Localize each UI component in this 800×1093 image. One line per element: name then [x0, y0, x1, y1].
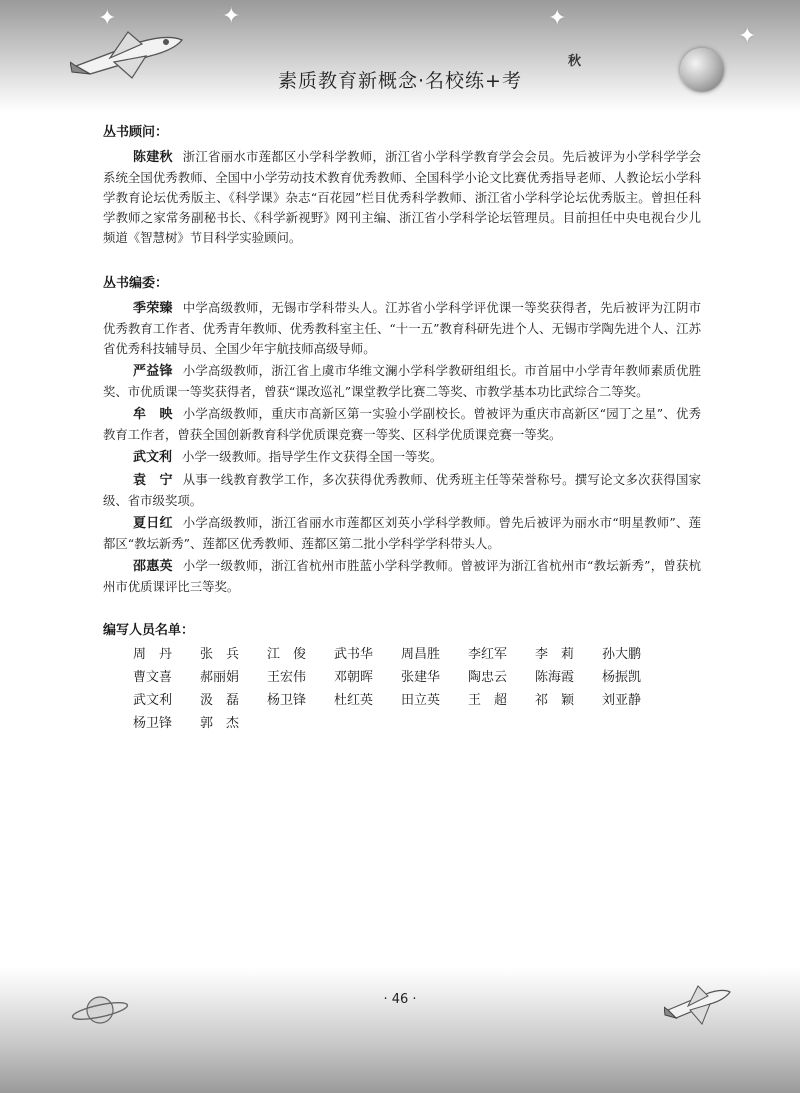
- staff-name: 刘亚静: [602, 693, 642, 708]
- staff-name: 陶忠云: [468, 670, 508, 685]
- section-title: 丛书编委：: [103, 276, 169, 291]
- staff-name: 祁 颖: [535, 693, 575, 708]
- footer-band: [0, 968, 800, 1093]
- header-band: [0, 0, 800, 112]
- staff-name: 邓朝晖: [334, 670, 374, 685]
- bio-entry: [103, 298, 701, 359]
- staff-name: 周昌胜: [401, 647, 441, 662]
- bio-text: 小学高级教师，浙江省丽水市莲都区刘英小学科学教师。曾先后被评为丽水市“明星教师”、莲都区“教坛新秀”、莲都区优秀教师、莲都区第二批小学科学学科带头人。: [103, 515, 701, 551]
- sparkle-icon: ✦: [548, 6, 567, 31]
- bio-text: 中学高级教师，无锡市学科带头人。江苏省小学科学评优课一等奖获得者，先后被评为江阴市优秀教育工作者、优秀青年教师、优秀教科室主任、“十一五”教育科研先进个人、无锡市学陶先进个人、江苏省优秀科技辅导员、全国少年宇航技师高级导师。: [103, 300, 701, 356]
- staff-section: [103, 621, 701, 734]
- bio-text: 小学高级教师，浙江省上虞市华维文澜小学科学教研组组长。市首届中小学青年教师素质优胜奖、市优质课一等奖获得者，曾获“课改巡礼”课堂教学比赛二等奖、市教学基本功比武综合二等奖。: [103, 363, 701, 399]
- person-name: 季荣臻: [133, 301, 173, 316]
- person-name: 武文利: [133, 450, 173, 465]
- season-label: 秋: [568, 54, 582, 69]
- person-name: 袁 宁: [133, 473, 173, 488]
- staff-name: 汲 磊: [200, 693, 240, 708]
- bio-entry: [103, 404, 701, 445]
- page-header-title: 素质教育新概念·名校练+考: [278, 70, 522, 92]
- staff-name: 江 俊: [267, 647, 307, 662]
- bio-entry: [103, 470, 701, 511]
- staff-name: 郭 杰: [200, 716, 240, 731]
- person-name: 夏日红: [133, 516, 173, 531]
- document-body: [103, 123, 701, 734]
- bio-text: 小学一级教师。指导学生作文获得全国一等奖。: [182, 449, 443, 464]
- sparkle-icon: ✦: [222, 4, 241, 29]
- bio-entry: [103, 447, 701, 468]
- page-number: · 46 ·: [383, 992, 417, 1007]
- person-name: 严益锋: [133, 364, 173, 379]
- section-title: 丛书顾问：: [103, 125, 169, 140]
- staff-name: 武书华: [334, 647, 374, 662]
- staff-name-list: [133, 645, 701, 734]
- staff-name: 田立英: [401, 693, 441, 708]
- staff-name: 杨振凯: [602, 670, 642, 685]
- sparkle-icon: ✦: [98, 6, 117, 31]
- section-title: 编写人员名单：: [103, 623, 195, 638]
- bio-text: 小学高级教师，重庆市高新区第一实验小学副校长。曾被评为重庆市高新区“园丁之星”、优秀教育工作者，曾获全国创新教育科学优质课竞赛一等奖、区科学优质课竞赛一等奖。: [103, 406, 701, 442]
- staff-name: 曹文喜: [133, 670, 173, 685]
- person-name: 牟 映: [133, 407, 173, 422]
- bio-entry: [103, 361, 701, 402]
- staff-name: 张 兵: [200, 647, 240, 662]
- staff-name: 武文利: [133, 693, 173, 708]
- advisor-section: [103, 123, 701, 248]
- person-name: 陈建秋: [133, 150, 173, 165]
- bio-entry: [103, 147, 701, 248]
- staff-name: 李 莉: [535, 647, 575, 662]
- staff-name: 周 丹: [133, 647, 173, 662]
- bio-text: 浙江省丽水市莲都区小学科学教师，浙江省小学科学教育学会会员。先后被评为小学科学学会系统全国优秀教师、全国中小学劳动技术教育优秀教师、全国科学小论文比赛优秀指导老师、人教论坛小学科学教育论坛优秀版主、《科学课》杂志“百花园”栏目优秀科学教师、浙江省小学科学论坛优秀版主。曾担任科学教师之家常务副秘书长、《科学新视野》网刊主编、浙江省小学科学论坛管理员。目前担任中央电视台少儿频道《智慧树》节目科学实验顾问。: [103, 149, 701, 245]
- staff-name: 郝丽娟: [200, 670, 240, 685]
- bio-text: 从事一线教育教学工作，多次获得优秀教师、优秀班主任等荣誉称号。撰写论文多次获得国家级、省市级奖项。: [103, 472, 701, 508]
- staff-name: 王 超: [468, 693, 508, 708]
- staff-name: 张建华: [401, 670, 441, 685]
- sparkle-icon: ✦: [738, 24, 757, 49]
- staff-name: 王宏伟: [267, 670, 307, 685]
- editors-section: [103, 274, 701, 597]
- staff-name: 杨卫锋: [133, 716, 173, 731]
- bio-entry: [103, 513, 701, 554]
- bio-text: 小学一级教师，浙江省杭州市胜蓝小学科学教师。曾被评为浙江省杭州市“教坛新秀”，曾获杭州市优质课评比三等奖。: [103, 558, 701, 594]
- staff-name: 杜红英: [334, 693, 374, 708]
- person-name: 邵惠英: [133, 559, 173, 574]
- bio-entry: [103, 556, 701, 597]
- staff-name: 陈海霞: [535, 670, 575, 685]
- staff-name: 孙大鹏: [602, 647, 642, 662]
- staff-name: 李红军: [468, 647, 508, 662]
- staff-name: 杨卫锋: [267, 693, 307, 708]
